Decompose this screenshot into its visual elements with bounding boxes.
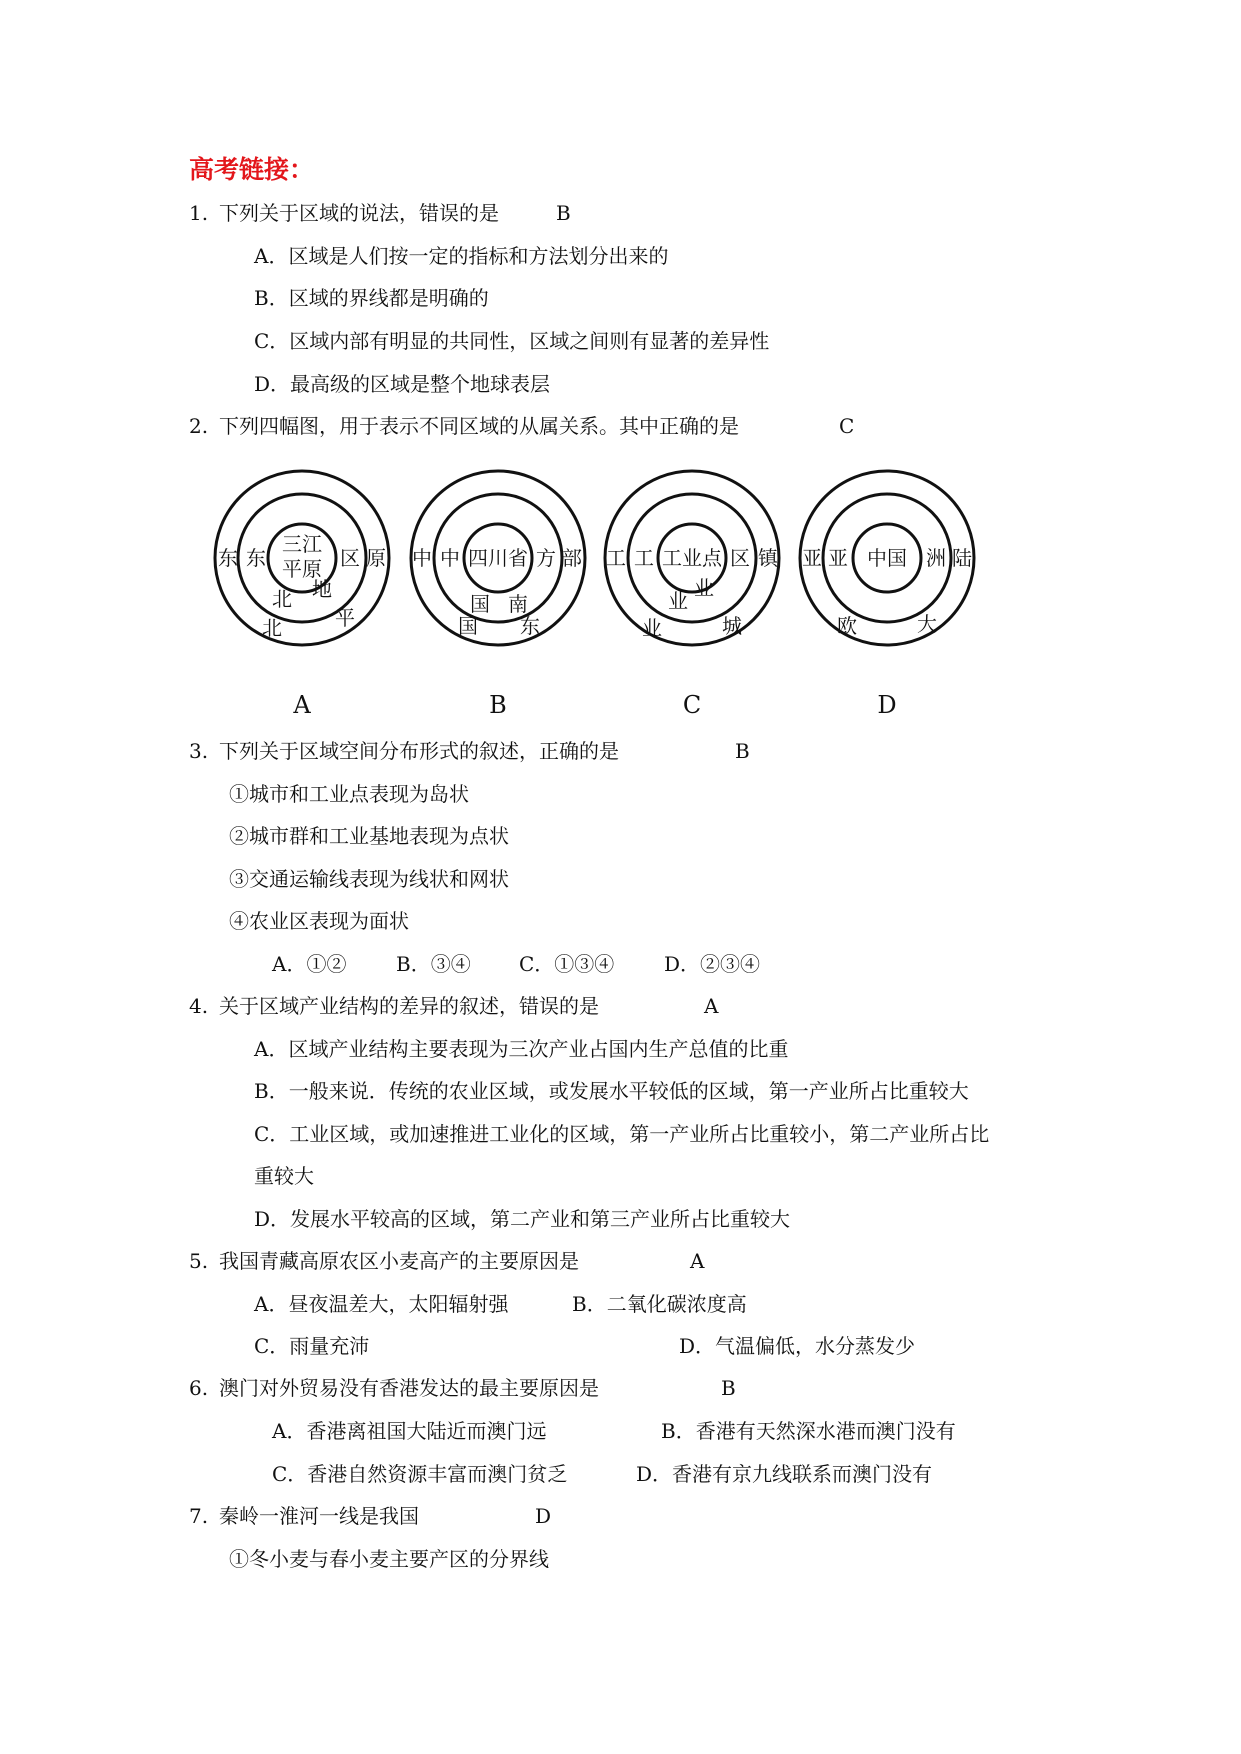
- diagram-c-center: 工业点: [662, 546, 722, 570]
- question-number: 2.: [189, 414, 209, 438]
- diagram-a-middle-left: 东: [246, 546, 266, 570]
- question-number: 5.: [189, 1249, 209, 1273]
- option-5a: A．昼夜温差大，太阳辐射强: [254, 1292, 509, 1316]
- option-1d: D．最高级的区域是整个地球表层: [254, 372, 551, 396]
- diagram-b-middle-bottom-left: 国: [470, 592, 490, 616]
- diagram-d-outer-bottom-right: 大: [917, 612, 937, 636]
- diagram-a-outer-bottom-right: 平: [335, 606, 355, 630]
- question-stem: 下列四幅图，用于表示不同区域的从属关系。其中正确的是: [219, 414, 739, 438]
- diagram-a-label: A: [293, 691, 311, 719]
- diagram-d-middle-right: 洲: [926, 546, 946, 570]
- diagram-a-middle-bottom-right: 地: [312, 577, 332, 601]
- question-number: 3.: [189, 739, 209, 763]
- question-2: [189, 413, 739, 439]
- statement-3-3: ③交通运输线表现为线状和网状: [229, 867, 509, 891]
- diagram-d-outer-bottom-left: 欧: [837, 614, 857, 638]
- answer-1: B: [556, 201, 571, 225]
- diagram-a-middle-bottom-left: 北: [272, 587, 292, 611]
- option-4b: B．一般来说．传统的农业区域，或发展水平较低的区域，第一产业所占比重较大: [254, 1079, 969, 1103]
- diagram-c-outer-right: 镇: [758, 546, 778, 570]
- question-6: [189, 1375, 599, 1401]
- question-stem: 澳门对外贸易没有香港发达的最主要原因是: [219, 1376, 599, 1400]
- option-4a: A．区域产业结构主要表现为三次产业占国内生产总值的比重: [254, 1037, 789, 1061]
- diagram-a: [215, 471, 389, 719]
- option-5c: C．雨量充沛: [254, 1334, 370, 1358]
- option-4d: D．发展水平较高的区域，第二产业和第三产业所占比重较大: [254, 1207, 791, 1231]
- question-stem: 秦岭一淮河一线是我国: [219, 1504, 419, 1528]
- answer-5: A: [690, 1249, 705, 1273]
- question-number: 1.: [189, 201, 209, 225]
- diagram-a-middle-right: 区: [340, 546, 360, 570]
- option-1b: B．区域的界线都是明确的: [254, 286, 489, 310]
- diagram-b-middle-bottom-right: 南: [508, 592, 528, 616]
- diagram-b-label: B: [489, 691, 507, 719]
- question-3: [189, 738, 619, 764]
- option-1c: C．区域内部有明显的共同性，区域之间则有显著的差异性: [254, 329, 770, 353]
- statement-3-1: ①城市和工业点表现为岛状: [229, 782, 469, 806]
- option-1a: A．区域是人们按一定的指标和方法划分出来的: [254, 244, 669, 268]
- diagram-c-middle-bottom-left: 业: [668, 589, 688, 613]
- diagram-b-outer-bottom-right: 东: [520, 614, 540, 638]
- diagram-a-center-line2: 平原: [282, 557, 322, 581]
- diagram-d-outer-left: 亚: [802, 546, 822, 570]
- diagram-c-outer-left: 工: [606, 546, 626, 570]
- option-5d: D．气温偏低，水分蒸发少: [679, 1334, 916, 1358]
- diagram-c-outer-bottom-right: 城: [722, 614, 742, 638]
- diagram-a-center-line1: 三江: [282, 532, 322, 556]
- question-number: 4.: [189, 994, 209, 1018]
- diagram-c-middle-bottom-right: 业: [694, 576, 714, 600]
- diagram-b-middle-right: 方: [536, 546, 556, 570]
- question-stem: 下列关于区域空间分布形式的叙述，正确的是: [219, 739, 619, 763]
- question-stem: 下列关于区域的说法，错误的是: [219, 201, 499, 225]
- option-6c: C．香港自然资源丰富而澳门贫乏: [272, 1462, 568, 1486]
- option-6b: B．香港有天然深水港而澳门没有: [661, 1419, 956, 1443]
- diagram-b-outer-right: 部: [562, 546, 582, 570]
- answer-2: C: [839, 414, 855, 438]
- diagram-b-outer-bottom-left: 国: [458, 614, 478, 638]
- answer-4: A: [704, 994, 719, 1018]
- question-number: 6.: [189, 1376, 209, 1400]
- diagram-b-center: 四川省: [468, 546, 528, 570]
- choice-3b: B．③④: [396, 952, 471, 976]
- diagram-c: [605, 471, 780, 719]
- choice-3c: C．①③④: [519, 952, 615, 976]
- diagram-b: [411, 471, 585, 719]
- region-hierarchy-figure: [200, 463, 1060, 723]
- choice-3a: A．①②: [272, 952, 347, 976]
- section-heading: 高考链接：: [189, 155, 315, 184]
- answer-3: B: [735, 739, 750, 763]
- answer-7: D: [535, 1504, 552, 1528]
- question-4: [189, 993, 599, 1019]
- option-4c-continued: 重较大: [254, 1164, 314, 1188]
- diagram-b-middle-left: 中: [440, 546, 460, 570]
- option-6d: D．香港有京九线联系而澳门没有: [636, 1462, 933, 1486]
- diagram-d: [800, 471, 974, 719]
- diagram-c-middle-right: 区: [730, 546, 750, 570]
- question-5: [189, 1248, 579, 1274]
- diagram-c-middle-left: 工: [634, 546, 654, 570]
- option-4c: C．工业区域，或加速推进工业化的区域，第一产业所占比重较小，第二产业所占比: [254, 1122, 990, 1146]
- question-7: [189, 1503, 419, 1529]
- diagram-d-label: D: [877, 691, 897, 719]
- statement-3-2: ②城市群和工业基地表现为点状: [229, 824, 509, 848]
- diagram-a-outer-right: 原: [366, 546, 386, 570]
- option-6a: A．香港离祖国大陆近而澳门远: [272, 1419, 547, 1443]
- diagram-d-center: 中国: [867, 546, 907, 570]
- diagram-c-label: C: [682, 691, 702, 719]
- answer-6: B: [721, 1376, 736, 1400]
- option-5b: B．二氧化碳浓度高: [572, 1292, 747, 1316]
- choice-3d: D．②③④: [664, 952, 761, 976]
- statement-3-4: ④农业区表现为面状: [229, 909, 409, 933]
- question-1: [189, 200, 499, 226]
- question-stem: 关于区域产业结构的差异的叙述，错误的是: [219, 994, 599, 1018]
- diagram-a-outer-bottom-left: 北: [262, 616, 282, 640]
- diagram-c-outer-bottom-left: 业: [642, 616, 662, 640]
- diagram-d-outer-right: 陆: [952, 546, 972, 570]
- diagram-a-outer-left: 东: [218, 546, 238, 570]
- diagram-d-middle-left: 亚: [828, 546, 848, 570]
- question-stem: 我国青藏高原农区小麦高产的主要原因是: [219, 1249, 579, 1273]
- statement-7-1: ①冬小麦与春小麦主要产区的分界线: [229, 1547, 549, 1571]
- question-number: 7.: [189, 1504, 209, 1528]
- concentric-circles-svg: [200, 463, 1060, 723]
- diagram-b-outer-left: 中: [412, 546, 432, 570]
